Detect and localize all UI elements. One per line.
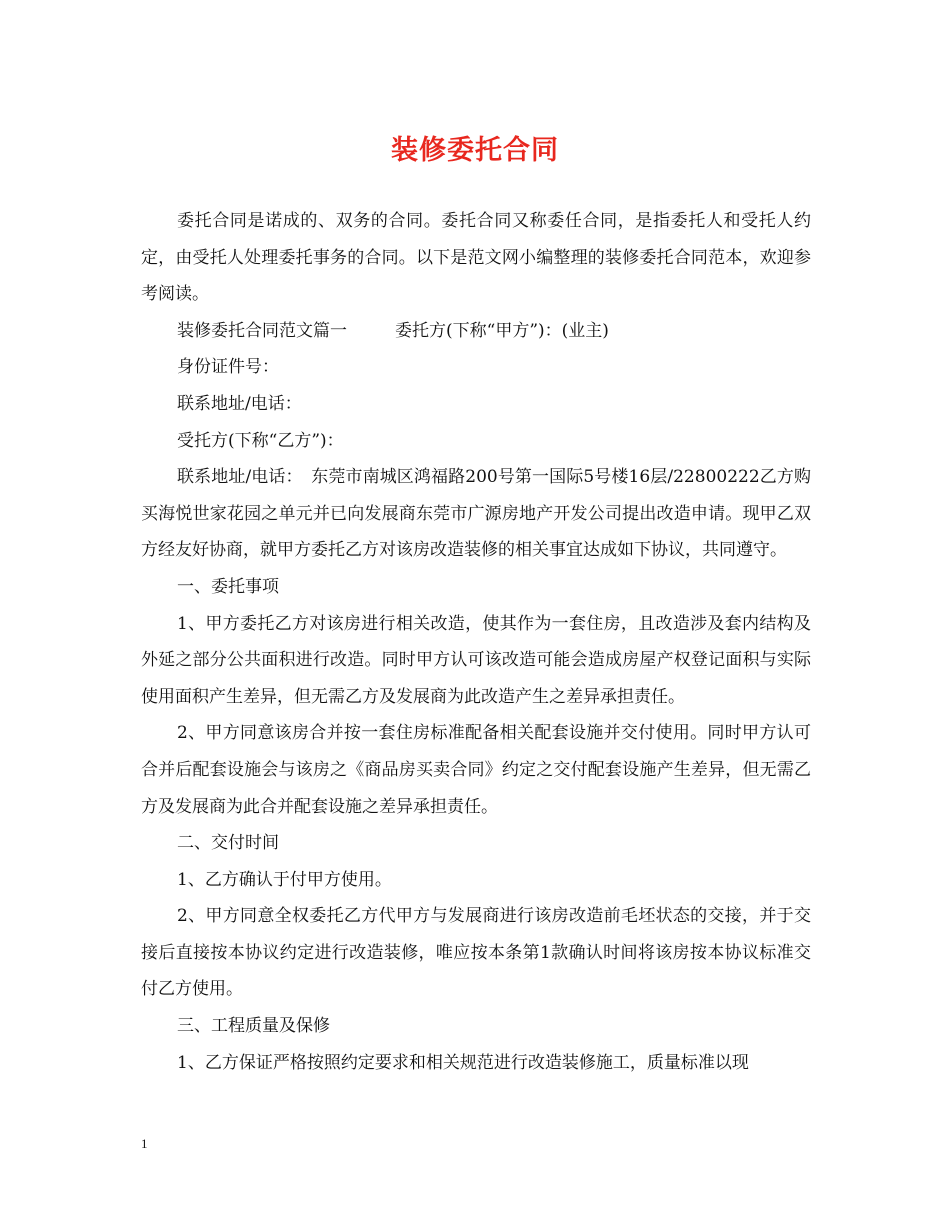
page-number: 1 (141, 1136, 148, 1151)
id-number-line: 身份证件号： (177, 357, 279, 378)
document-title: 装修委托合同 (391, 135, 559, 166)
section-1-title: 一、委托事项 (177, 576, 279, 597)
section-3-title: 三、工程质量及保修 (177, 1016, 330, 1037)
contact-a-line: 联系地址/电话： (177, 393, 302, 414)
party-b-line: 受托方(下称“乙方”)： (177, 430, 344, 451)
section-3-item-1: 1、乙方保证严格按照约定要求和相关规范进行改造装修施工，质量标准以现 (177, 1052, 749, 1073)
section-2-title: 二、交付时间 (177, 833, 279, 854)
section-2-item-1: 1、乙方确认于付甲方使用。 (177, 869, 392, 890)
document-body (141, 203, 811, 1081)
section-1-item-1: 1、甲方委托乙方对该房进行相关改造，使其作为一套住房，且改造涉及套内结构及外延之部分公共面积进行改造。同时甲方认可该改造可能会造成房屋产权登记面积与实际使用面积产生差异，但无需乙方及发展商为此改造产生之差异承担责任。 (141, 613, 811, 707)
section-1-item-2: 2、甲方同意该房合并按一套住房标准配备相关配套设施并交付使用。同时甲方认可合并后配套设施会与该房之《商品房买卖合同》约定之交付配套设施产生差异，但无需乙方及发展商为此合并配套设施之差异承担责任。 (141, 723, 811, 817)
party-a-line: 委托方(下称“甲方”)：(业主) (395, 320, 609, 341)
section-2-item-2: 2、甲方同意全权委托乙方代甲方与发展商进行该房改造前毛坯状态的交接，并于交接后直接按本协议约定进行改造装修，唯应按本条第1款确认时间将该房按本协议标准交付乙方使用。 (141, 906, 811, 1000)
contact-b-paragraph: 联系地址/电话： 东莞市南城区鸿福路200号第一国际5号楼16层/22800222乙方购买海悦世家花园之单元并已向发展商东莞市广源房地产开发公司提出改造申请。现甲乙双方经友好协商，就甲方委托乙方对该房改造装修的相关事宜达成如下协议，共同遵守。 (141, 467, 811, 561)
sample-heading-line (141, 313, 811, 350)
intro-paragraph: 委托合同是诺成的、双务的合同。委托合同又称委任合同，是指委托人和受托人约定，由受托人处理委托事务的合同。以下是范文网小编整理的装修委托合同范本，欢迎参考阅读。 (141, 211, 811, 305)
sample-heading: 装修委托合同范文篇一 (177, 320, 347, 341)
